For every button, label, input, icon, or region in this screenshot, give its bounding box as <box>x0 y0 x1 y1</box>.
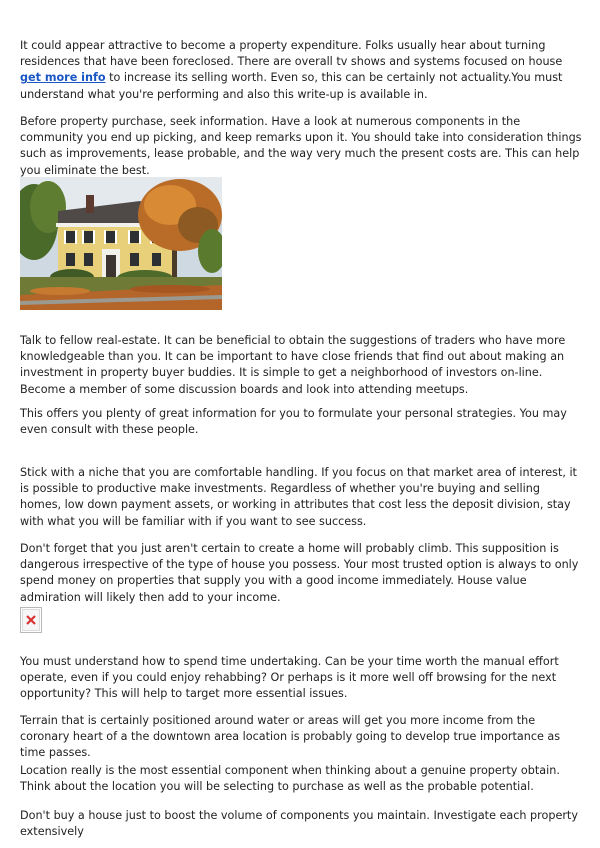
get-more-info-link[interactable]: get more info <box>20 71 106 85</box>
paragraph-intro-text-b: to increase its selling worth. Even so, this can be certainly not actuality.You must understand what you're performing and also this write-up is available in. <box>20 71 563 101</box>
paragraph-4: This offers you plenty of great information for you to formulate your personal strategies. You may even consult with these people. <box>20 407 567 437</box>
broken-image-icon <box>20 607 42 633</box>
paragraph-10: Don't buy a house just to boost the volume of components you maintain. Investigate each property extensively <box>20 809 578 839</box>
house-photo-illustration <box>20 177 222 310</box>
paragraph-5: Stick with a niche that you are comfortable handling. If you focus on that market area of interest, it is possible to productive make investments. Regardless of whether you're buying and selling homes, low down payment assets, or working in attributes that cost less the deposit division, stay with what you will be familiar with if you want to see success. <box>20 466 577 528</box>
paragraph-6: Don't forget that you just aren't certain to create a home will probably climb. This supposition is dangerous irrespective of the type of house you possess. Your most trusted option is always to only spend money on properties that supply you with a good income immediately. House value admiration will likely then add to your income. <box>20 542 579 604</box>
paragraph-2: Before property purchase, seek information. Have a look at numerous components in the community you end up picking, and keep remarks upon it. You should take into consideration things such as improvements, lease probable, and the way very much the present costs are. This can help you eliminate the best. <box>20 115 582 177</box>
house-photo <box>20 177 222 310</box>
paragraph-3: Talk to fellow real-estate. It can be beneficial to obtain the suggestions of traders who have more knowledgeable than you. It can be important to have close friends that find out about making an investment in property buyer buddies. It is simple to get a neighborhood of investors on-line. Become a member of some discussion boards and look into attending meetups. <box>20 334 566 396</box>
paragraph-7: You must understand how to spend time undertaking. Can be your time worth the manual effort operate, even if you could enjoy rehabbing? Or perhaps is it more well off browsing for the next opportunity? This will help to target more essential issues. <box>20 655 559 701</box>
paragraph-intro-text-a: It could appear attractive to become a property expenditure. Folks usually hear about turning residences that have been foreclosed. There are overall tv shows and systems focused on house <box>20 39 563 69</box>
broken-image-placeholder <box>20 607 42 633</box>
paragraph-9: Location really is the most essential component when thinking about a genuine property obtain. Think about the location you will be selecting to purchase as well as the probable potential. <box>20 764 560 794</box>
paragraph-8: Terrain that is certainly positioned around water or areas will get you more income from the coronary heart of a the downtown area location is probably going to develop true importance as time passes. <box>20 714 561 760</box>
paragraph-intro <box>20 38 582 103</box>
